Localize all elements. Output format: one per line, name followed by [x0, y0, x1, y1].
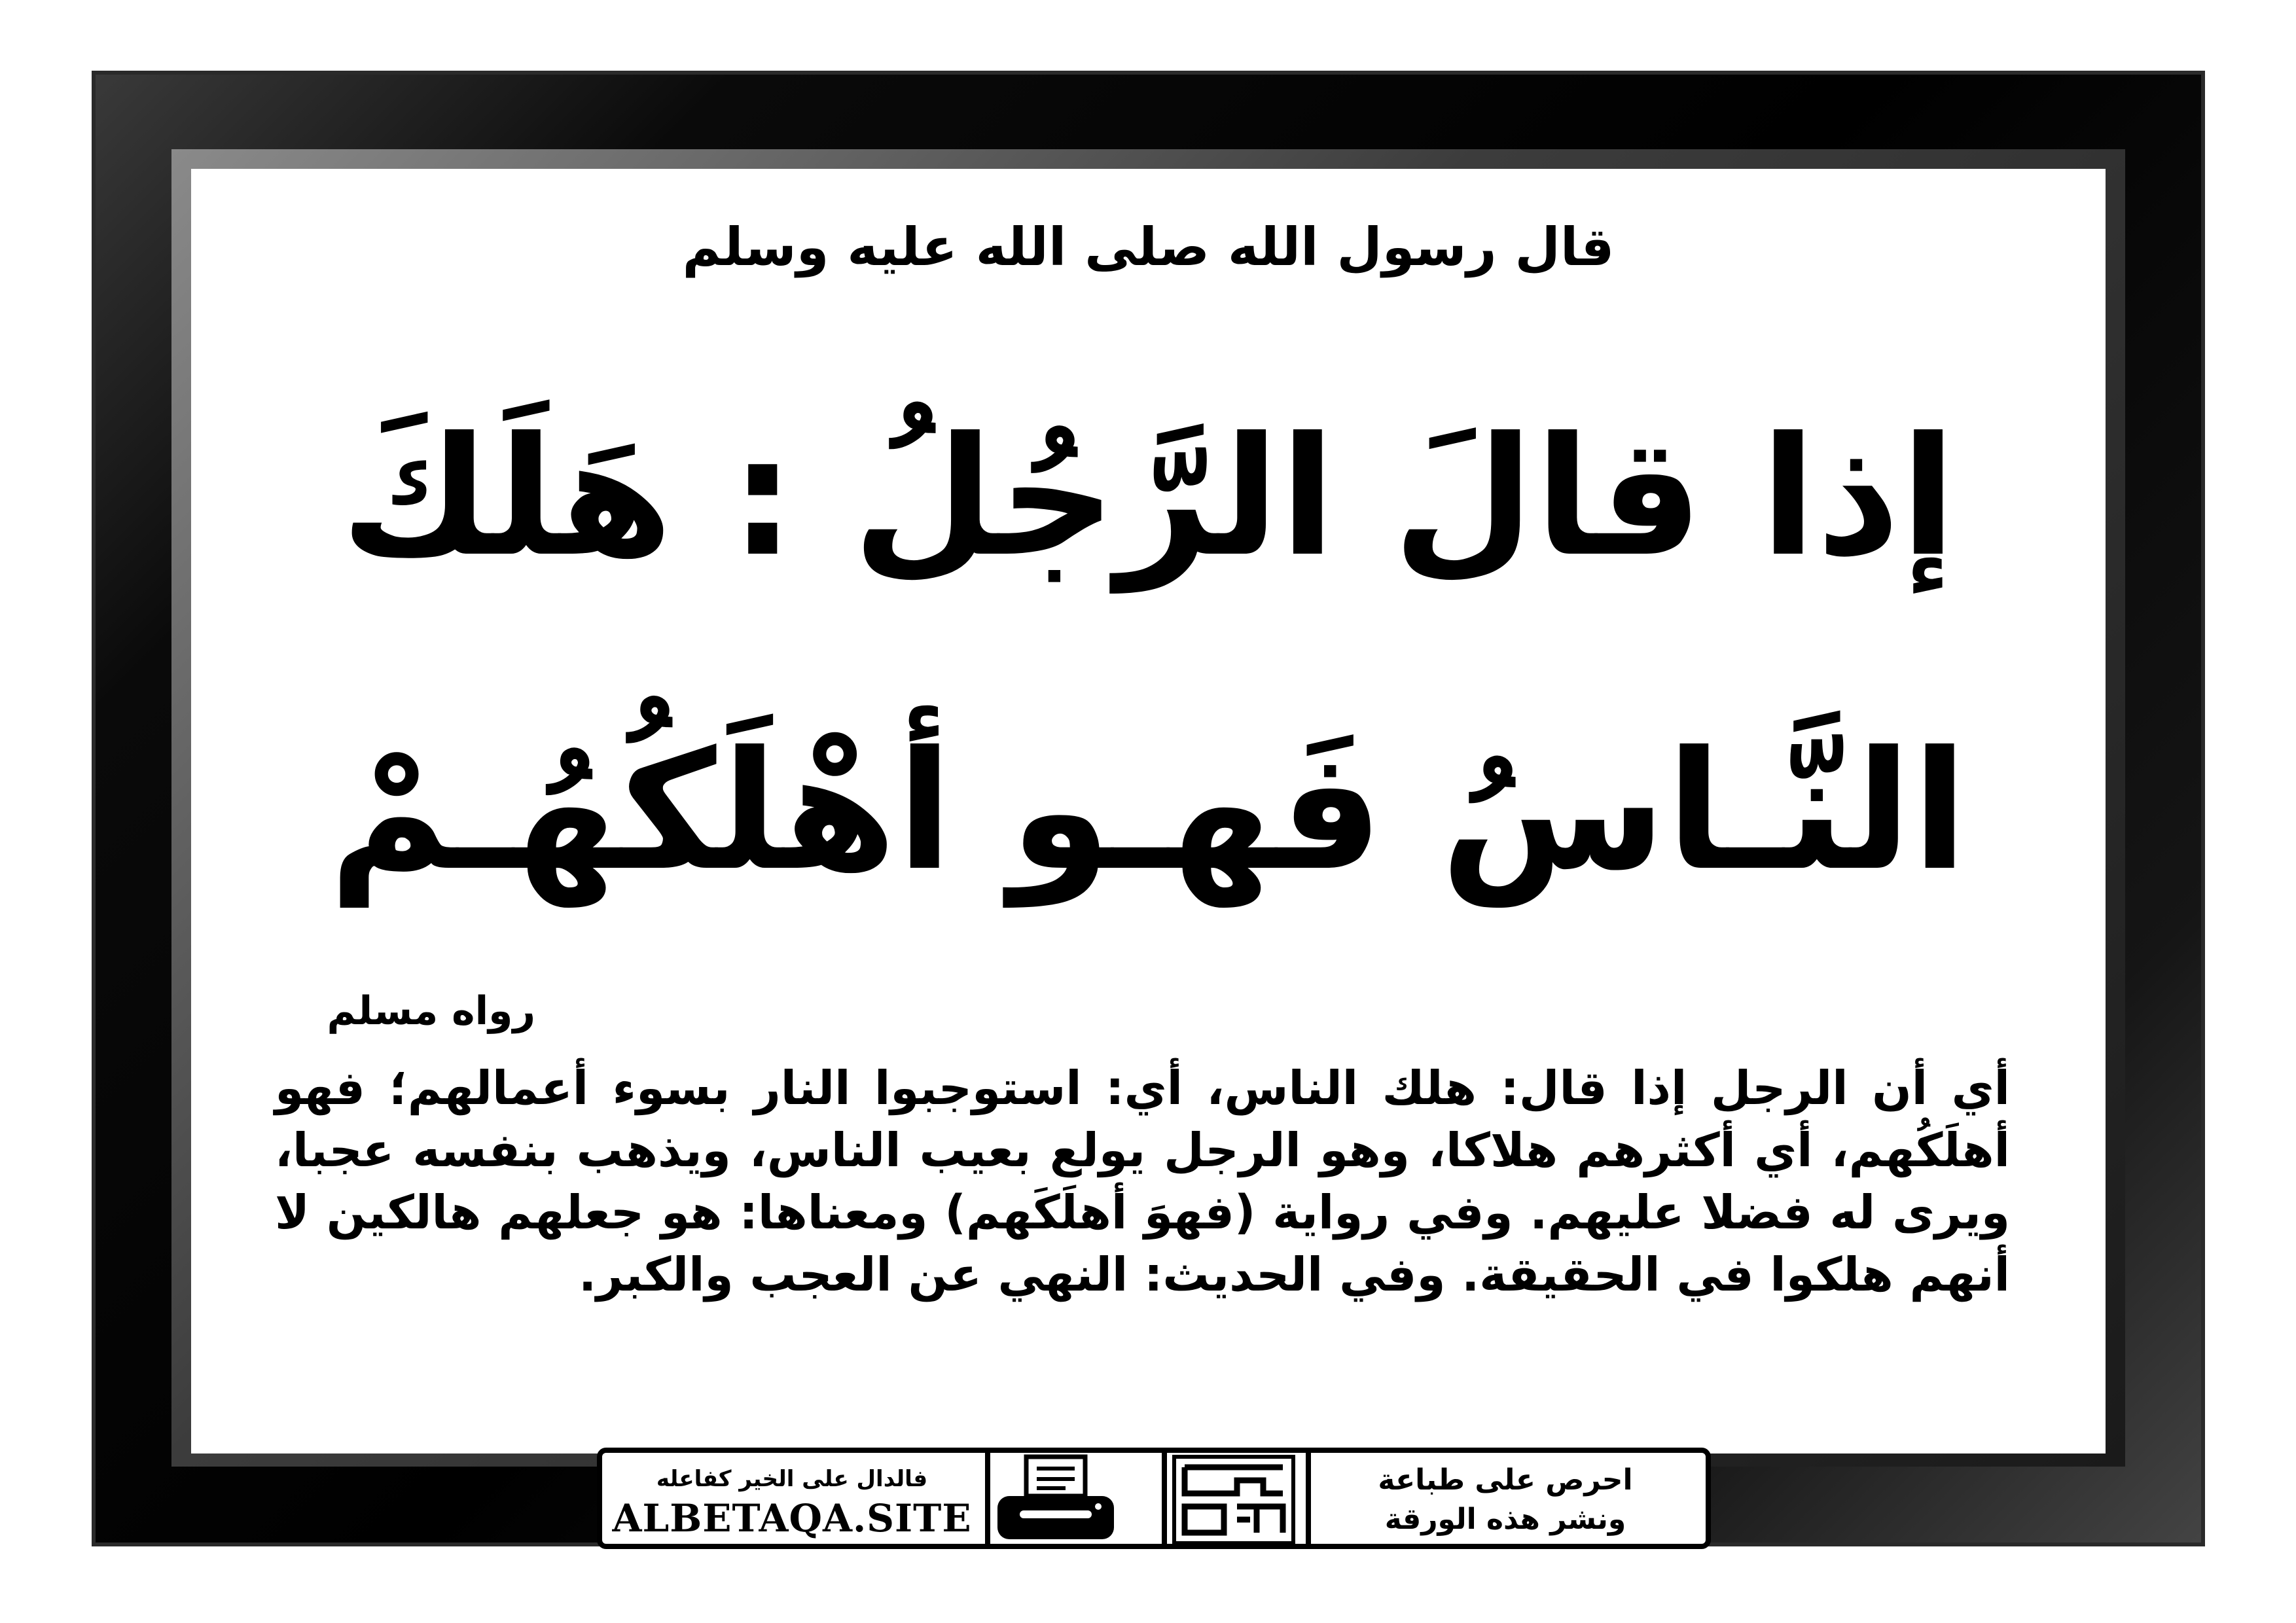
- intro-text: قال رسول الله صلى الله عليه وسلم: [682, 217, 1615, 277]
- footer-left: [602, 1463, 982, 1541]
- footer-left-caption: فالدال على الخير كفاعله: [656, 1466, 928, 1492]
- footer-right-line1: احرص على طباعة: [1378, 1463, 1633, 1497]
- footer-right-line2: ونشر هذه الورقة: [1384, 1503, 1626, 1536]
- printer-icon: [994, 1454, 1118, 1547]
- dawa-logo: [1172, 1454, 1296, 1548]
- hadith-line-1: إذا قالَ الرَّجُلُ : هَلَكَ: [340, 402, 1956, 592]
- hadith-line-2: النَّـاسُ فَهـو أهْلَكُهُـمْ: [329, 716, 1968, 906]
- footer-right: [1316, 1461, 1695, 1539]
- footer-divider-left: [985, 1448, 990, 1549]
- footer-divider-middle: [1162, 1448, 1167, 1549]
- footer-divider-right: [1306, 1448, 1311, 1549]
- narrator-text: رواه مسلم: [327, 988, 535, 1034]
- explanation-text: أي أن الرجل إذا قال: هلك الناس، أي: استوجبوا النار بسوء أعمالهم؛ فهو أهلَكُهم، أي أكثرهم هلاكا، وهو الرجل يولع بعيب الناس، ويذهب بنفسه عجبا، ويرى له فضلا عليهم. وفي رواية (فهوَ أهلَكَهم) ومعناها: هو جعلهم هالكين لا أنهم هلكوا في الحقيقة. وفي الحديث: النهي عن العجب والكبر.: [275, 1061, 2010, 1302]
- footer-site-link[interactable]: ALBETAQA.SITE: [612, 1496, 972, 1541]
